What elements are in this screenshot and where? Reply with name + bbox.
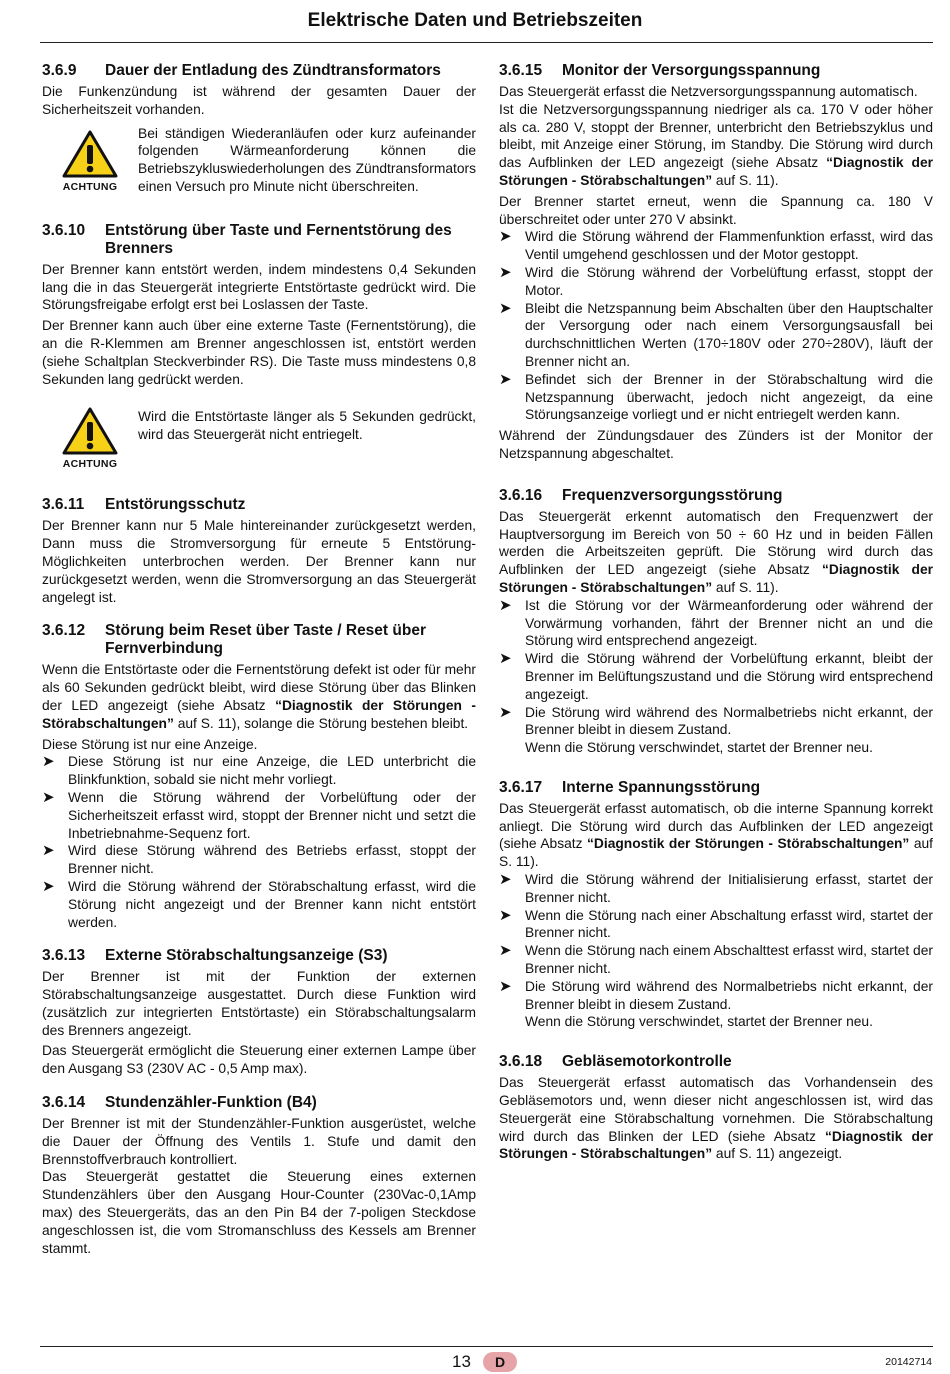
paragraph: Das Steuergerät erfasst automatisch, ob die interne Spannung korrekt anliegt. Die Störung wird durch das Aufblinken der LED angezeigt (siehe Absatz “Diagnostik der Störungen - Störabschaltungen” auf S. 11). (499, 800, 934, 870)
section-3-6-11 (42, 496, 476, 606)
section-3-6-9 (42, 62, 476, 196)
header-rule (40, 42, 933, 43)
section-3-6-15 (499, 62, 933, 463)
warning-text: Wird die Entstörtaste länger als 5 Sekunden gedrückt, wird das Steuergerät nicht entriegelt. (138, 409, 476, 443)
arrow-bullet-icon: ➤ (499, 263, 512, 281)
arrow-bullet-icon: ➤ (499, 228, 512, 246)
paragraph: Der Brenner kann nur 5 Male hintereinander zurückgesetzt werden, Dann muss die Stromversorgung für erneute 5 Entstörung-Möglichkeiten unterbrochen werden. Der Brenner kann nur zurückgesetzt werden, wenn die Stromversorgung an das Steuergerät angelegt ist. (42, 518, 476, 605)
bullet-list (499, 228, 933, 424)
cross-reference: “Diagnostik der Störungen - Störabschaltungen” (587, 836, 910, 852)
list-item: ➤ Wird die Störung während der Vorbelüftung erkannt, bleibt der Brenner im Belüftungszustand und die Störung wird entsprechend angezeigt. (499, 650, 933, 702)
paragraph: Wenn die Entstörtaste oder die Fernentstörung defekt ist oder für mehr als 60 Sekunden gedrückt bleibt, wird diese Störung über das Blinken der LED angezeigt (siehe Absatz “Diagnostik der Störungen - Störabschaltungen” auf S. 11), solange die Störung bestehen bleibt. (42, 662, 476, 731)
warning-box (42, 125, 476, 196)
warning-box (42, 402, 476, 470)
section-3-6-10 (42, 222, 476, 471)
list-continuation: Wenn die Störung verschwindet, startet der Brenner neu. (525, 740, 873, 756)
list-item: ➤ Wird die Störung während der Initialisierung erfasst, startet der Brenner nicht. (499, 871, 933, 905)
section-heading: 3.6.18 Gebläsemotorkontrolle (499, 1053, 732, 1071)
list-item: ➤ Wenn die Störung nach einer Abschaltung erfasst wird, startet der Brenner nicht. (499, 906, 933, 941)
section-heading: 3.6.16 Frequenzversorgungsstörung (499, 486, 783, 504)
document-number: 20142714 (885, 1356, 932, 1368)
warning-icon (61, 406, 119, 456)
arrow-bullet-icon: ➤ (42, 877, 55, 895)
list-item: ➤ Wenn die Störung während der Vorbelüftung oder der Sicherheitszeit erfasst wird, stoppt der Brenner nicht und setzt die Inbetriebnahme-Sequenz fort. (42, 788, 476, 841)
section-heading: 3.6.11 Entstörungsschutz (42, 496, 246, 514)
list-item: ➤ Die Störung wird während des Normalbetriebs nicht erkannt, der Brenner bleibt in diesem Zustand. (499, 977, 933, 1012)
warning-label: ACHTUNG (62, 180, 118, 193)
language-badge: D (483, 1352, 517, 1372)
paragraph: Während der Zündungsdauer des Zünders ist der Monitor der Netzspannung abgeschaltet. (499, 428, 933, 461)
section-3-6-14 (42, 1094, 476, 1257)
paragraph: Der Brenner kann auch über eine externe Taste (Fernentstörung), die an die R-Klemmen am Brenner angeschlossen ist, entstört werden (siehe Schaltplan Steckverbinder RS). Die Taste muss mindestens 0,8 Sekunden lang gedrückt werden. (42, 318, 476, 387)
section-heading: 3.6.13 Externe Störabschaltungsanzeige (S3) (42, 947, 388, 965)
paragraph: Der Brenner kann entstört werden, indem mindestens 0,4 Sekunden lang die in das Steuergerät integrierte Entstörtaste gedrückt wird. Die Störungsfreigabe erfolgt erst bei Loslassen der Taste. (42, 261, 476, 313)
paragraph: Das Steuergerät erkennt automatisch den Frequenzwert der Hauptversorgung im Bereich von 50 ÷ 60 Hz und in beiden Fällen werden die Arbeitszeiten geprüft. Die Störung wird durch das Aufblinken der LED angezeigt (siehe Absatz “Diagnostik der Störungen - Störabschaltungen” auf S. 11). (499, 508, 933, 595)
list-item: ➤ Wird die Störung während der Vorbelüftung erfasst, stoppt der Motor. (499, 263, 933, 298)
arrow-bullet-icon: ➤ (42, 842, 55, 860)
list-item: ➤ Wird die Störung während der Störabschaltung erfasst, wird die Störung nicht angezeigt und der Brenner kann nicht entstört werden. (42, 877, 476, 930)
list-item: ➤ Wenn die Störung nach einem Abschalttest erfasst wird, startet der Brenner nicht. (499, 942, 933, 977)
warning-icon (61, 129, 119, 179)
section-heading: 3.6.15 Monitor der Versorgungsspannung (499, 62, 821, 79)
section-3-6-17 (499, 779, 933, 1031)
arrow-bullet-icon: ➤ (499, 942, 512, 960)
list-item: ➤ Die Störung wird während des Normalbetriebs nicht erkannt, der Brenner bleibt in diesem Zustand. (499, 703, 933, 738)
list-item: ➤ Ist die Störung vor der Wärmeanforderung oder während der Vorwärmung vorhanden, fährt der Brenner nicht an und die Störung wird entsprechend angezeigt. (499, 596, 933, 649)
arrow-bullet-icon: ➤ (499, 906, 512, 924)
section-3-6-18 (499, 1053, 933, 1163)
arrow-bullet-icon: ➤ (499, 370, 512, 388)
paragraph: Die Funkenzündung ist während der gesamten Dauer der Sicherheitszeit vorhanden. (42, 84, 476, 117)
page-number: 13 (452, 1352, 471, 1371)
section-3-6-13 (42, 947, 476, 1078)
page-title: Elektrische Daten und Betriebszeiten (307, 10, 643, 31)
paragraph: Das Steuergerät erfasst die Netzversorgungsspannung automatisch. (499, 84, 918, 99)
list-continuation: Wenn die Störung verschwindet, startet der Brenner neu. (525, 1014, 873, 1030)
cross-reference: “Diagnostik der Störungen - Störabschaltungen” (499, 562, 933, 595)
arrow-bullet-icon: ➤ (499, 299, 512, 317)
arrow-bullet-icon: ➤ (42, 753, 55, 771)
section-heading: 3.6.14 Stundenzähler-Funktion (B4) (42, 1094, 317, 1112)
arrow-bullet-icon: ➤ (499, 977, 512, 995)
section-3-6-16 (499, 487, 933, 757)
paragraph: Der Brenner startet erneut, wenn die Spannung ca. 180 V überschreitet oder unter 270 V absinkt. (499, 193, 933, 227)
arrow-bullet-icon: ➤ (499, 703, 512, 721)
right-column (499, 62, 933, 1179)
paragraph: Ist die Netzversorgungsspannung niedriger als ca. 170 V oder höher als ca. 280 V, stoppt der Brenner, unterbricht den Betriebszyklus und bleibt, mit Anzeige einer Störung, im Standby. Die Störung wird durch das Aufblinken der LED angezeigt (siehe Absatz “Diagnostik der Störungen - Störabschaltungen” auf S. 11). (499, 101, 933, 188)
bullet-list (499, 597, 933, 739)
warning-text: Bei ständigen Wiederanläufen oder kurz aufeinander folgenden Wärmeanforderung können die Betriebszykluswiederholungen des Zündtransformators einen Versuch pro Minute nicht überschreiten. (138, 125, 476, 194)
section-3-6-12 (42, 622, 476, 931)
section-heading: 3.6.17 Interne Spannungsstörung (499, 778, 761, 796)
list-item: ➤ Diese Störung ist nur eine Anzeige, die LED unterbricht die Blinkfunktion, sobald sie nicht mehr vorliegt. (42, 753, 476, 788)
list-item: ➤ Bleibt die Netzspannung beim Abschalten über den Hauptschalter der Versorgung oder nach einem Versorgungsausfall bei durchschnittlichen Werten (170÷180V oder 270÷280V), läuft der Brenner nicht an. (499, 299, 933, 369)
paragraph: Das Steuergerät erfasst automatisch das Vorhandensein des Gebläsemotors und, wenn dieser nicht angeschlossen ist, wird das Steuergerät eine Störabschaltung vornehmen. Die Störabschaltung wird durch das Blinken der LED (siehe Absatz “Diagnostik der Störungen - Störabschaltungen” auf S. 11) angezeigt. (499, 1075, 933, 1162)
footer-rule (40, 1346, 933, 1347)
warning-label: ACHTUNG (62, 458, 118, 471)
bullet-list (499, 871, 933, 1013)
section-heading: 3.6.10 Entstörung über Taste und Fernentstörung des Brenners (42, 221, 452, 257)
paragraph: Diese Störung ist nur eine Anzeige. (42, 736, 258, 752)
cross-reference: “Diagnostik der Störungen - Störabschaltungen” (499, 1128, 933, 1162)
paragraph: Das Steuergerät gestattet die Steuerung eines externen Stundenzählers über den Ausgang Hour-Counter (230Vac-0,1Amp max) des Steuergeräts, das an den Pin B4 der 7-poligen Steckdose angeschlossen ist, die vom Stromanschluss des Kessels am Brenner stammt. (42, 1169, 476, 1256)
arrow-bullet-icon: ➤ (42, 788, 55, 806)
arrow-bullet-icon: ➤ (499, 650, 512, 668)
paragraph: Der Brenner ist mit der Stundenzähler-Funktion ausgerüstet, welche die Dauer der Öffnung des Ventils 1. Stufe und damit den Brennstoffverbrauch kontrolliert. (42, 1116, 476, 1167)
cross-reference: “Diagnostik der Störungen - Störabschaltungen” (499, 155, 933, 188)
arrow-bullet-icon: ➤ (499, 871, 512, 889)
section-heading: 3.6.9 Dauer der Entladung des Zündtransformators (42, 62, 441, 79)
cross-reference: “Diagnostik der Störungen - Störabschaltungen” (42, 697, 476, 731)
bullet-list (42, 753, 476, 931)
section-heading: 3.6.12 Störung beim Reset über Taste / Reset über Fernverbindung (42, 622, 426, 658)
list-item: ➤ Wird diese Störung während des Betriebs erfasst, stoppt der Brenner nicht. (42, 842, 476, 877)
list-item: ➤ Befindet sich der Brenner in der Störabschaltung wird die Netzspannung überwacht, jedoch nicht angezeigt, da eine Störungsanzeige vorliegt und er nicht entriegelt werden kann. (499, 370, 933, 423)
arrow-bullet-icon: ➤ (499, 596, 512, 614)
list-item: ➤ Wird die Störung während der Flammenfunktion erfasst, wird das Ventil umgehend geschlossen und der Motor gestoppt. (499, 228, 933, 263)
left-column (42, 62, 476, 1273)
paragraph: Das Steuergerät ermöglicht die Steuerung einer externen Lampe über den Ausgang S3 (230V AC - 0,5 Amp max). (42, 1043, 476, 1077)
paragraph: Der Brenner ist mit der Funktion der externen Störabschaltungsanzeige ausgestattet. Durch diese Funktion wird (zusätzlich zur integrierten Entstörtaste) ein Störabschaltungsalarm des Brenners angezeigt. (42, 969, 476, 1038)
